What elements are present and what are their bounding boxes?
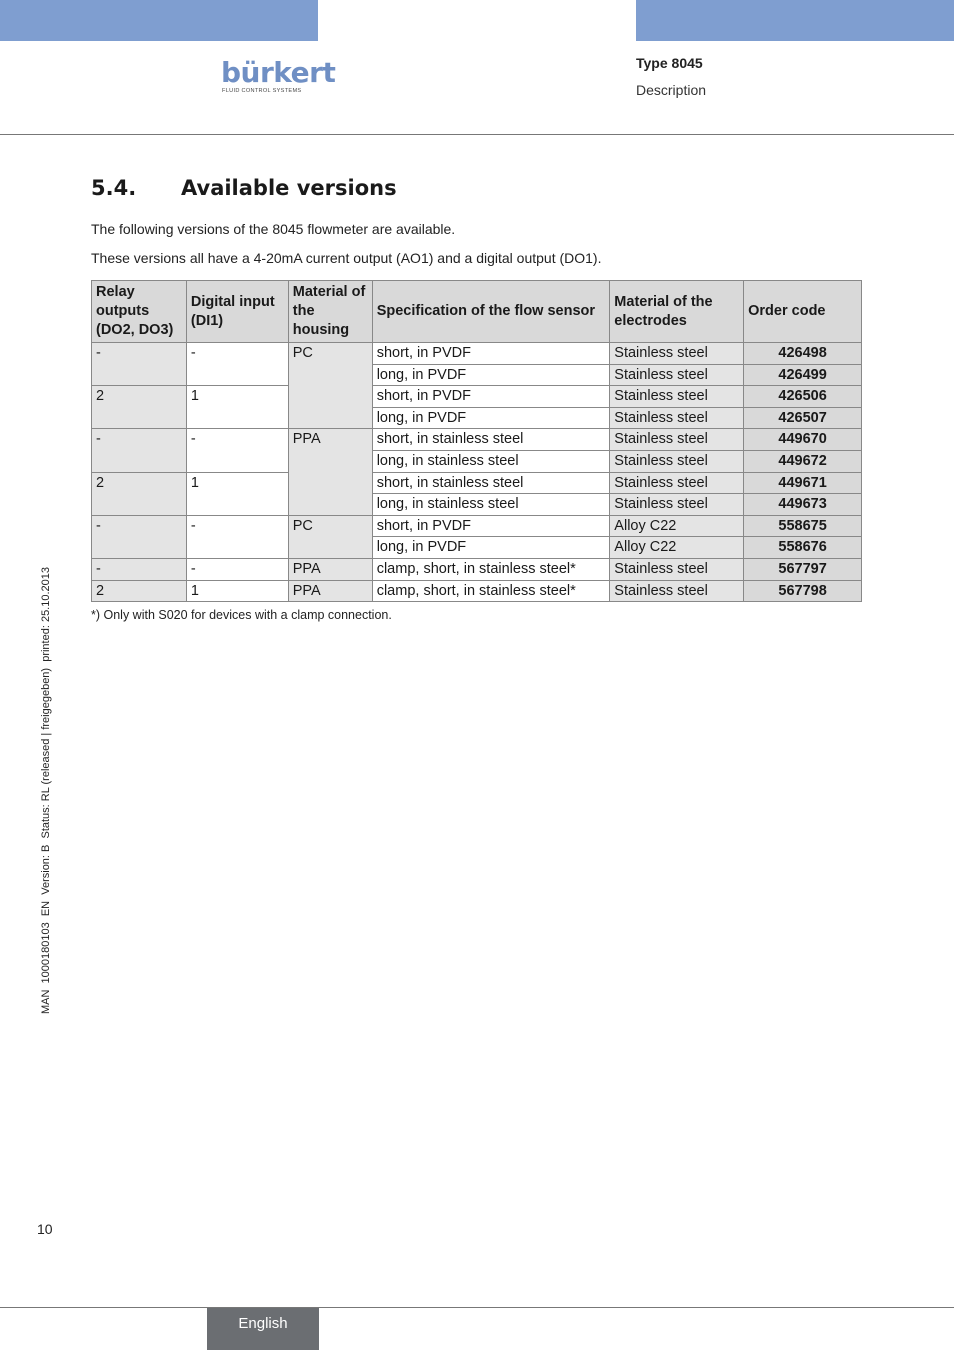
- spec-cell: clamp, short, in stainless steel*: [372, 580, 610, 602]
- electrode-cell: Stainless steel: [610, 450, 744, 472]
- input-cell: 1: [186, 580, 288, 602]
- input-cell: -: [186, 515, 288, 558]
- relay-cell: 2: [92, 472, 187, 515]
- relay-cell: -: [92, 343, 187, 386]
- brand-logo-tagline: FLUID CONTROL SYSTEMS: [222, 88, 302, 94]
- table-row: [92, 472, 862, 494]
- header-electrode-material: Material of the electrodes: [610, 281, 744, 343]
- table-row: [92, 558, 862, 580]
- electrode-cell: Stainless steel: [610, 580, 744, 602]
- order-code-cell: 426507: [744, 407, 862, 429]
- intro-paragraph-1: The following versions of the 8045 flowmeter are available.: [91, 221, 456, 237]
- spec-cell: short, in PVDF: [372, 343, 610, 365]
- spec-cell: short, in stainless steel: [372, 472, 610, 494]
- relay-cell: 2: [92, 386, 187, 429]
- electrode-cell: Stainless steel: [610, 386, 744, 408]
- brand-logo-wordmark: bürkert: [221, 56, 336, 89]
- spec-cell: long, in stainless steel: [372, 494, 610, 516]
- electrode-cell: Alloy C22: [610, 515, 744, 537]
- document-section: Description: [636, 82, 707, 98]
- section-heading: [91, 176, 397, 200]
- header-sensor-spec: Specification of the flow sensor: [372, 281, 610, 343]
- spec-cell: long, in PVDF: [372, 537, 610, 559]
- footer-divider: [0, 1307, 954, 1308]
- housing-cell: PPA: [288, 558, 372, 580]
- document-revision-info: MAN 1000180103 EN Version: B Status: RL (released | freigegeben) printed: 25.10.2013: [40, 566, 52, 1014]
- order-code-cell: 426506: [744, 386, 862, 408]
- spec-cell: long, in PVDF: [372, 407, 610, 429]
- header-accent-bar-left: [0, 0, 318, 41]
- order-code-cell: 449672: [744, 450, 862, 472]
- order-code-cell: 449670: [744, 429, 862, 451]
- electrode-cell: Stainless steel: [610, 343, 744, 365]
- table-row: [92, 386, 862, 408]
- table-row: [92, 515, 862, 537]
- order-code-cell: 449671: [744, 472, 862, 494]
- header-relay-outputs: Relay outputs (DO2, DO3): [92, 281, 187, 343]
- input-cell: -: [186, 343, 288, 386]
- header-digital-input: Digital input (DI1): [186, 281, 288, 343]
- relay-cell: -: [92, 429, 187, 472]
- intro-paragraph-2: These versions all have a 4-20mA current output (AO1) and a digital output (DO1).: [91, 250, 602, 266]
- input-cell: 1: [186, 472, 288, 515]
- spec-cell: short, in PVDF: [372, 515, 610, 537]
- table-header-row: [92, 281, 862, 343]
- relay-cell: 2: [92, 580, 187, 602]
- table-row: [92, 580, 862, 602]
- language-tab: English: [207, 1308, 319, 1350]
- electrode-cell: Stainless steel: [610, 364, 744, 386]
- electrode-cell: Stainless steel: [610, 407, 744, 429]
- order-code-cell: 449673: [744, 494, 862, 516]
- spec-cell: short, in PVDF: [372, 386, 610, 408]
- spec-cell: clamp, short, in stainless steel*: [372, 558, 610, 580]
- versions-table: [91, 280, 862, 602]
- header-housing-material: Material of the housing: [288, 281, 372, 343]
- electrode-cell: Stainless steel: [610, 558, 744, 580]
- order-code-cell: 567798: [744, 580, 862, 602]
- section-number: 5.4.: [91, 176, 137, 200]
- spec-cell: short, in stainless steel: [372, 429, 610, 451]
- electrode-cell: Stainless steel: [610, 429, 744, 451]
- header-order-code: Order code: [744, 281, 862, 343]
- input-cell: 1: [186, 386, 288, 429]
- input-cell: -: [186, 429, 288, 472]
- header-divider: [0, 134, 954, 135]
- document-type: Type 8045: [636, 55, 703, 71]
- order-code-cell: 567797: [744, 558, 862, 580]
- table-row: [92, 343, 862, 365]
- page-number: 10: [37, 1221, 53, 1237]
- header-accent-bar-right: [636, 0, 954, 41]
- spec-cell: long, in PVDF: [372, 364, 610, 386]
- table-row: [92, 429, 862, 451]
- order-code-cell: 426498: [744, 343, 862, 365]
- housing-cell: PC: [288, 343, 372, 429]
- order-code-cell: 426499: [744, 364, 862, 386]
- housing-cell: PPA: [288, 429, 372, 515]
- housing-cell: PPA: [288, 580, 372, 602]
- electrode-cell: Stainless steel: [610, 472, 744, 494]
- brand-logo: [221, 56, 336, 98]
- relay-cell: -: [92, 558, 187, 580]
- electrode-cell: Stainless steel: [610, 494, 744, 516]
- housing-cell: PC: [288, 515, 372, 558]
- relay-cell: -: [92, 515, 187, 558]
- table-footnote: *) Only with S020 for devices with a clamp connection.: [91, 608, 392, 622]
- order-code-cell: 558675: [744, 515, 862, 537]
- input-cell: -: [186, 558, 288, 580]
- spec-cell: long, in stainless steel: [372, 450, 610, 472]
- electrode-cell: Alloy C22: [610, 537, 744, 559]
- order-code-cell: 558676: [744, 537, 862, 559]
- section-title: Available versions: [181, 176, 397, 200]
